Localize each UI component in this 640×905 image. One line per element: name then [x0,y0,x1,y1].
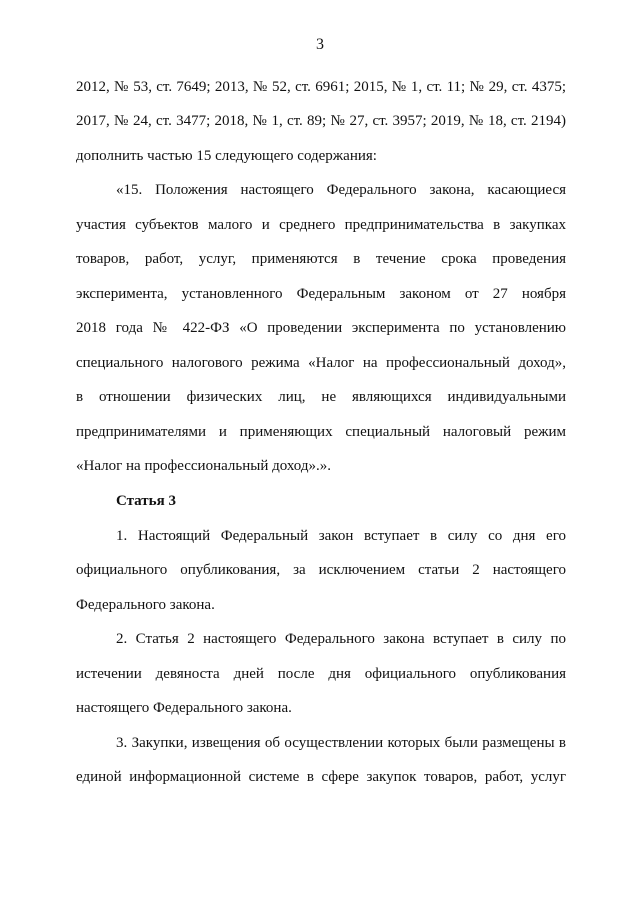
text-line: дополнить частью 15 следующего содержания: [76,148,377,164]
text-line: официального опубликования, за исключением статьи 2 настоящего [76,562,566,578]
text-line: предпринимателями и применяющих специальный налоговый режим [76,424,566,440]
paragraph-first-line: 2. Статья 2 настоящего Федерального закона вступает в силу по [116,631,566,647]
quote-first-line: «15. Положения настоящего Федерального закона, касающиеся [116,182,566,198]
text-line: специального налогового режима «Налог на профессиональный доход», [76,355,566,371]
text-line: в отношении физических лиц, не являющихся индивидуальными [76,389,566,405]
text-line: 2012, № 53, ст. 7649; 2013, № 52, ст. 6961; 2015, № 1, ст. 11; № 29, ст. 4375; [76,79,566,95]
text-line: единой информационной системе в сфере закупок товаров, работ, услуг [76,769,566,785]
text-line: настоящего Федерального закона. [76,700,292,716]
text-line: 2017, № 24, ст. 3477; 2018, № 1, ст. 89; № 27, ст. 3957; 2019, № 18, ст. 2194) [76,113,566,129]
text-line: 2018 года № 422-ФЗ «О проведении эксперимента по установлению [76,320,566,336]
page-number: 3 [316,36,324,53]
paragraph-first-line: 1. Настоящий Федеральный закон вступает в силу со дня его [116,528,566,544]
text-line: эксперимента, установленного Федеральным законом от 27 ноября [76,286,566,302]
paragraph-first-line: 3. Закупки, извещения об осуществлении которых были размещены в [116,735,566,751]
text-line: «Налог на профессиональный доход».». [76,458,331,474]
article-heading: Статья 3 [116,493,176,509]
text-line: товаров, работ, услуг, применяются в течение срока проведения [76,251,566,267]
text-line: истечении девяноста дней после дня официального опубликования [76,666,566,682]
text-line: Федерального закона. [76,597,215,613]
text-line: участия субъектов малого и среднего предпринимательства в закупках [76,217,566,233]
